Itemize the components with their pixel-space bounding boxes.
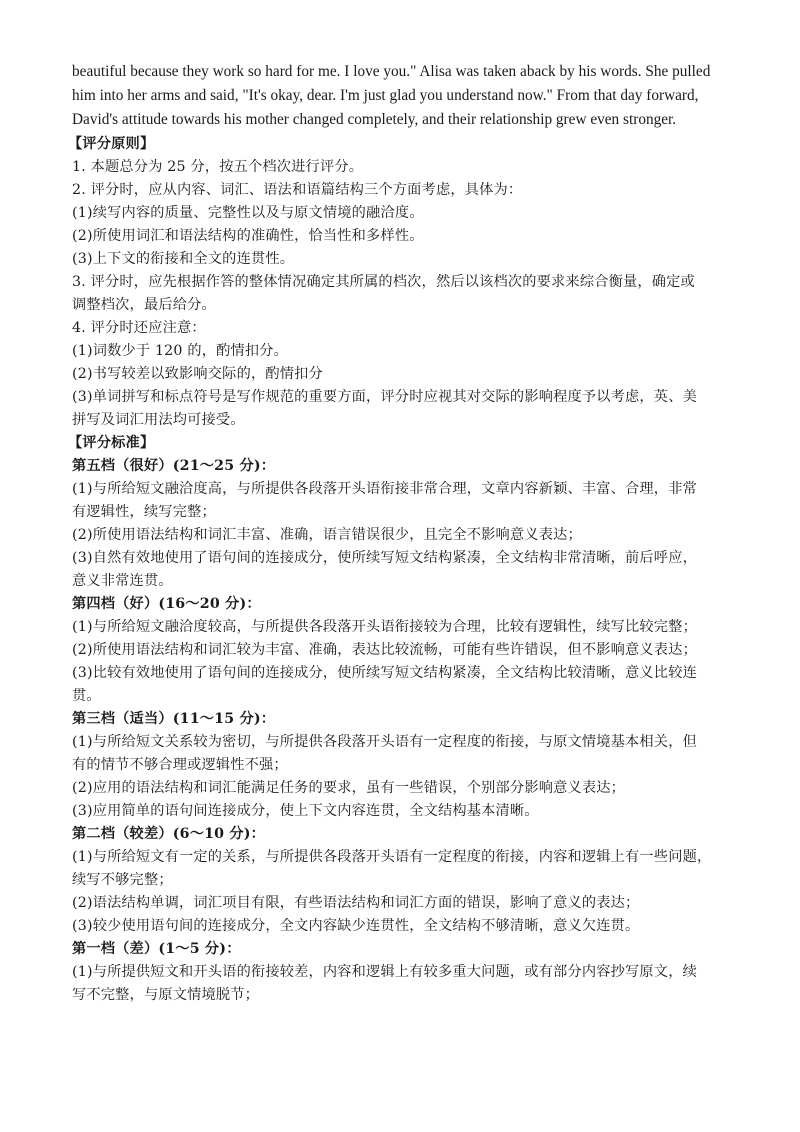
level1-title: 第一档（差）(1～5 分)： bbox=[72, 941, 241, 957]
level5-title: 第五档（很好）(21～25 分)： bbox=[72, 458, 276, 474]
principle-line: (2)书写较差以致影响交际的，酌情扣分 bbox=[72, 366, 323, 382]
section-heading-standards: 【评分标准】 bbox=[68, 435, 155, 451]
level1-line: (1)与所提供短文和开头语的衔接较差，内容和逻辑上有较多重大问题，或有部分内容抄写原文，续 bbox=[72, 964, 697, 980]
level1-line: 写不完整，与原文情境脱节； bbox=[72, 987, 260, 1003]
principle-line: 2. 评分时，应从内容、词汇、语法和语篇结构三个方面考虑，具体为： bbox=[72, 182, 523, 198]
level3-line: (3)应用简单的语句间连接成分，使上下文内容连贯，全文结构基本清晰。 bbox=[72, 803, 539, 819]
story-line: David's attitude towards his mother changed completely, and their relationship grew even stronger. bbox=[72, 111, 677, 128]
principle-line: 4. 评分时还应注意： bbox=[72, 320, 206, 336]
level5-line: (1)与所给短文融洽度高，与所提供各段落开头语衔接非常合理，文章内容新颖、丰富、合理，非常 bbox=[72, 481, 697, 497]
story-line: beautiful because they work so hard for me. I love you." Alisa was taken aback by his words. She pulled bbox=[72, 63, 711, 80]
level5-line: (2)所使用语法结构和词汇丰富、准确，语言错误很少，且完全不影响意义表达； bbox=[72, 527, 582, 543]
story-line: him into her arms and said, "It's okay, dear. I'm just glad you understand now." From that day forward, bbox=[72, 87, 699, 104]
principle-line: 3. 评分时，应先根据作答的整体情况确定其所属的档次，然后以该档次的要求来综合衡量，确定或 bbox=[72, 274, 695, 290]
principle-line: (1)续写内容的质量、完整性以及与原文情境的融洽度。 bbox=[72, 205, 424, 221]
principle-line: 1. 本题总分为 25 分，按五个档次进行评分。 bbox=[72, 159, 364, 175]
principle-line: (1)词数少于 120 的，酌情扣分。 bbox=[72, 343, 289, 359]
level5-line: (3)自然有效地使用了语句间的连接成分，使所续写短文结构紧凑，全文结构非常清晰，前后呼应， bbox=[72, 550, 697, 566]
level3-line: (2)应用的语法结构和词汇能满足任务的要求，虽有一些错误，个别部分影响意义表达； bbox=[72, 780, 626, 796]
level2-line: 续写不够完整； bbox=[72, 872, 173, 888]
level4-line: (3)比较有效地使用了语句间的连接成分，使所续写短文结构紧凑，全文结构比较清晰，意义比较连 bbox=[72, 665, 697, 681]
principle-line: (3)上下文的衔接和全文的连贯性。 bbox=[72, 251, 295, 267]
level3-line: (1)与所给短文关系较为密切，与所提供各段落开头语有一定程度的衔接，与原文情境基本相关，但 bbox=[72, 734, 697, 750]
level4-line: (2)所使用语法结构和词汇较为丰富、准确，表达比较流畅，可能有些许错误，但不影响意义表达； bbox=[72, 642, 697, 658]
level2-line: (1)与所给短文有一定的关系，与所提供各段落开头语有一定程度的衔接，内容和逻辑上有一些问题， bbox=[72, 849, 712, 865]
principle-line: (2)所使用词汇和语法结构的准确性，恰当性和多样性。 bbox=[72, 228, 424, 244]
level5-line: 意义非常连贯。 bbox=[72, 573, 173, 589]
section-heading-principles: 【评分原则】 bbox=[68, 136, 155, 152]
level5-line: 有逻辑性，续写完整； bbox=[72, 504, 216, 520]
level2-line: (2)语法结构单调，词汇项目有限，有些语法结构和词汇方面的错误，影响了意义的表达； bbox=[72, 895, 640, 911]
level4-title: 第四档（好）(16～20 分)： bbox=[72, 596, 261, 612]
principle-line: (3)单词拼写和标点符号是写作规范的重要方面，评分时应视其对交际的影响程度予以考虑，英、美 bbox=[72, 389, 697, 405]
level2-line: (3)较少使用语句间的连接成分，全文内容缺少连贯性，全文结构不够清晰，意义欠连贯。 bbox=[72, 918, 640, 934]
principle-line: 拼写及词汇用法均可接受。 bbox=[72, 412, 245, 428]
level4-line: (1)与所给短文融洽度较高，与所提供各段落开头语衔接较为合理，比较有逻辑性，续写比较完整； bbox=[72, 619, 697, 635]
level2-title: 第二档（较差）(6～10 分)： bbox=[72, 826, 266, 842]
level4-line: 贯。 bbox=[72, 688, 101, 704]
principle-line: 调整档次，最后给分。 bbox=[72, 297, 216, 313]
level3-title: 第三档（适当）(11～15 分)： bbox=[72, 711, 276, 727]
level3-line: 有的情节不够合理或逻辑性不强； bbox=[72, 757, 288, 773]
